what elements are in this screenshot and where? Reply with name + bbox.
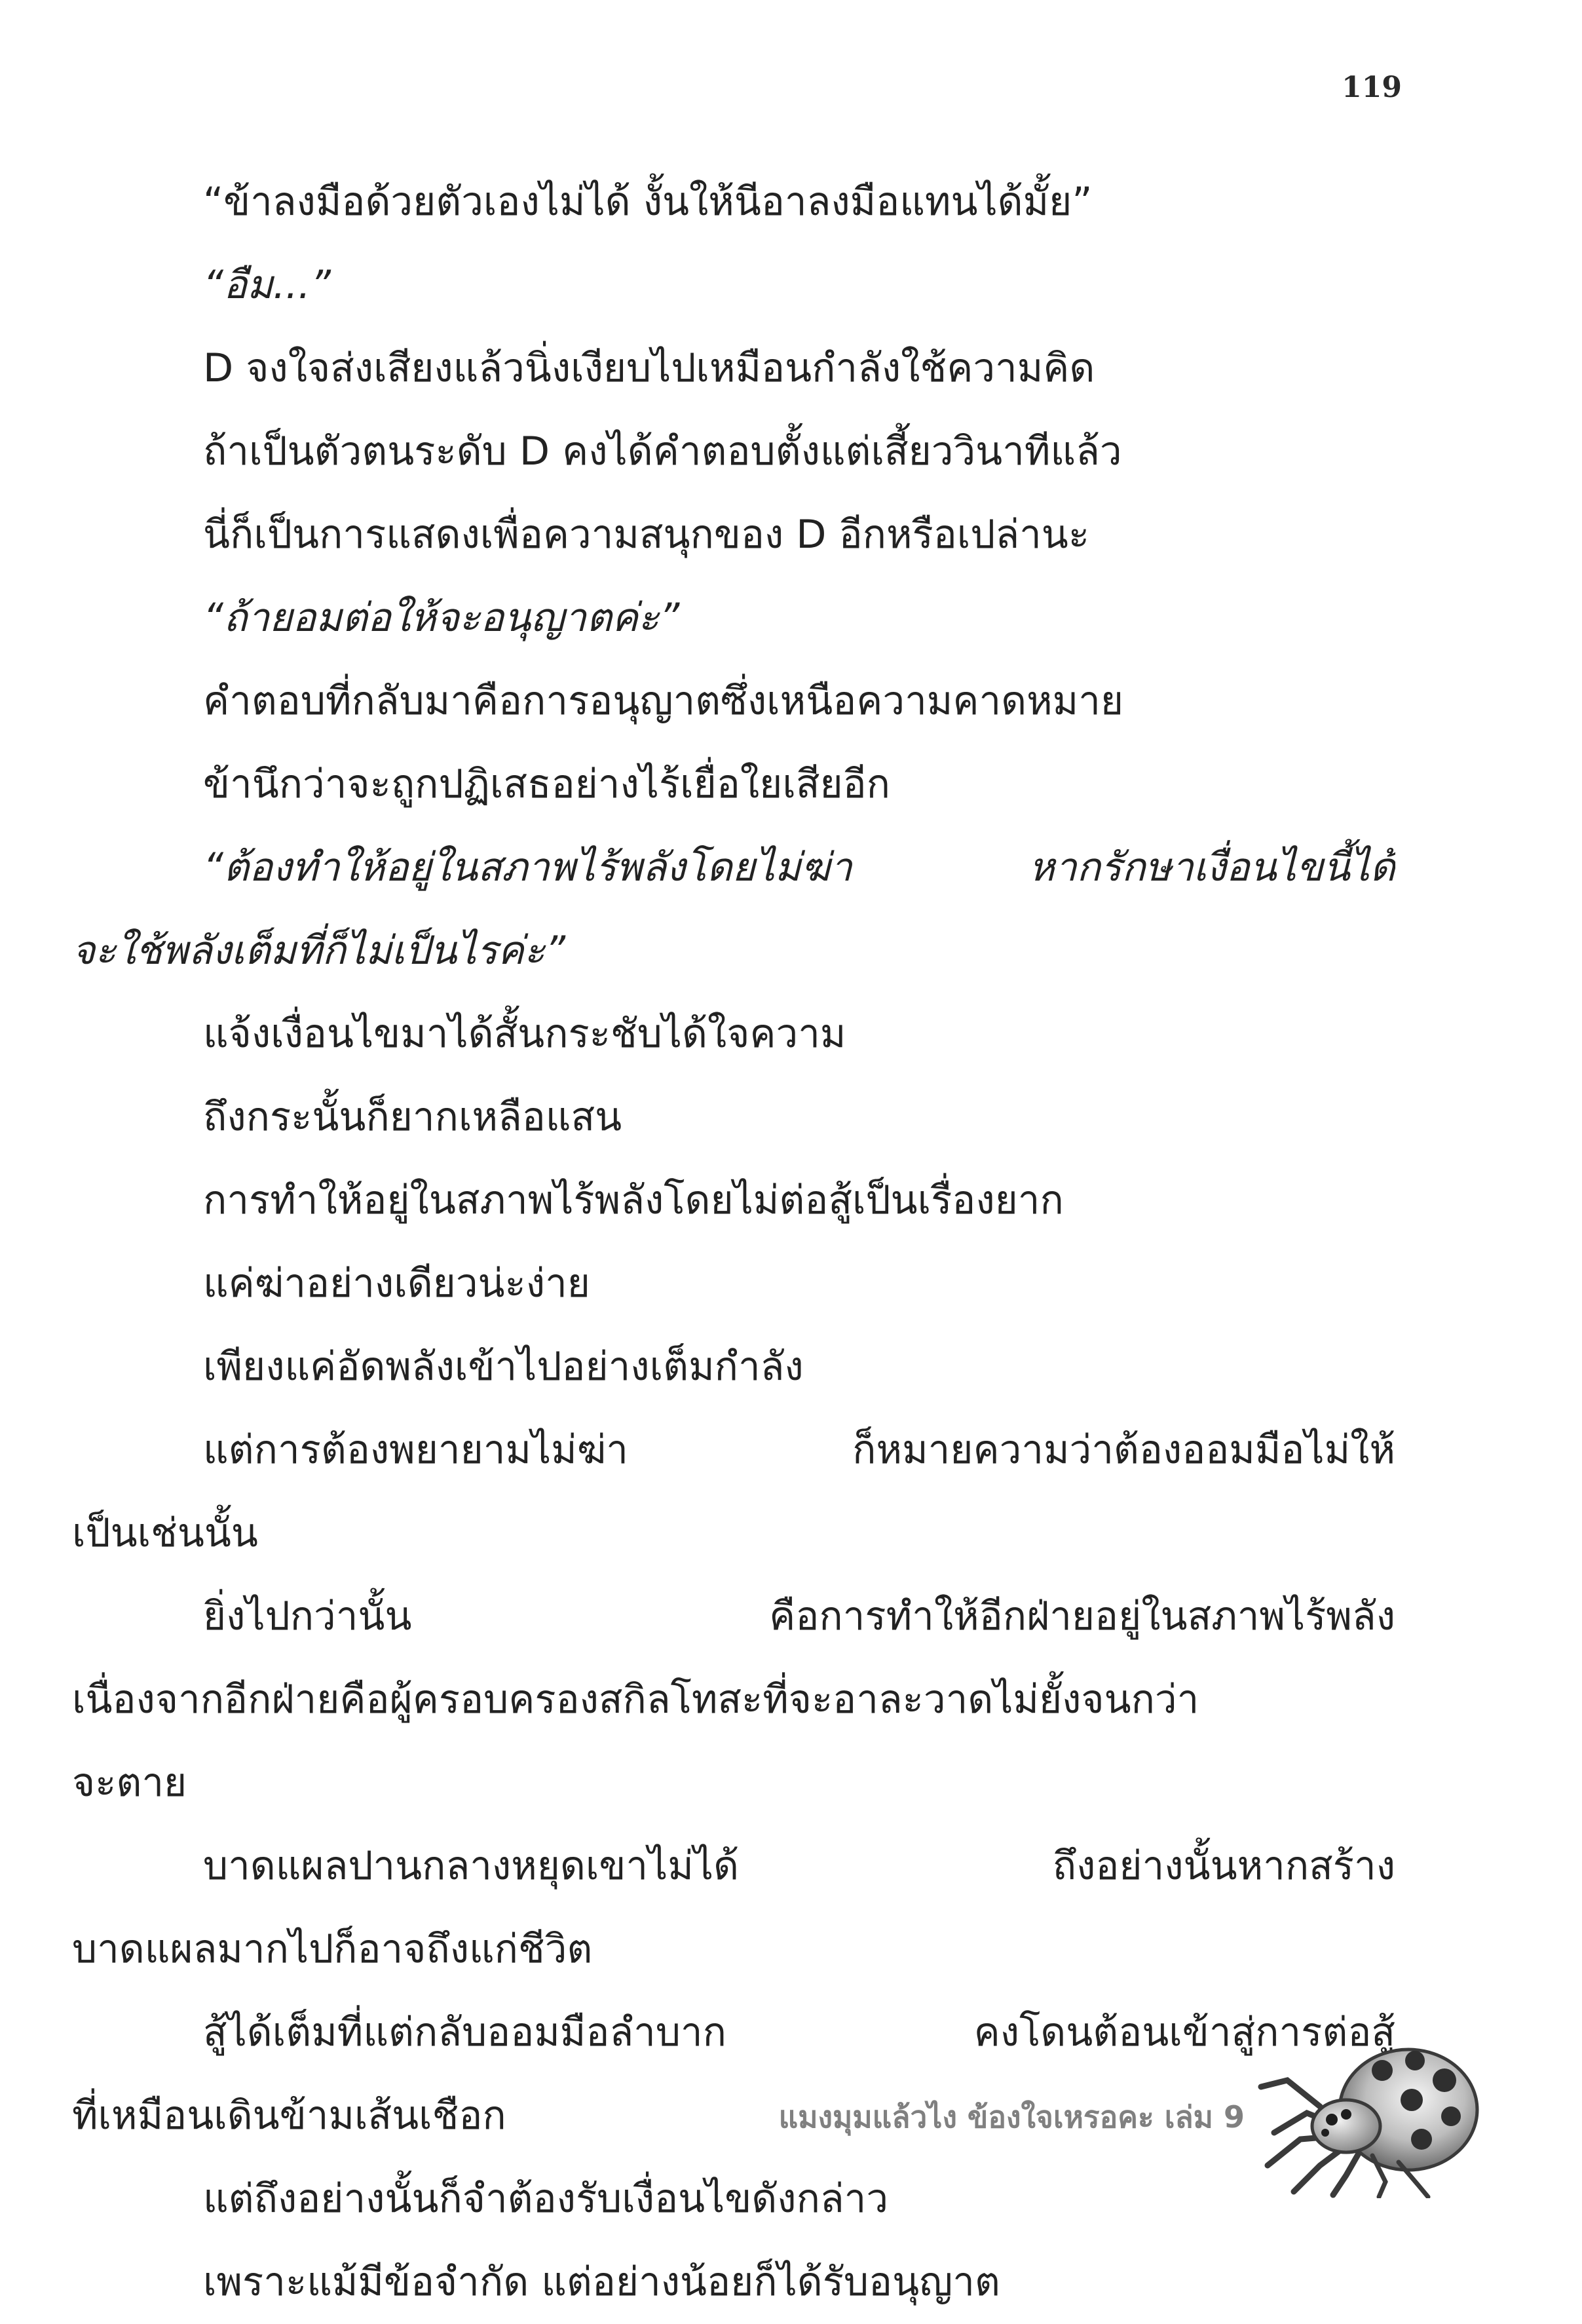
text-line: แต่การต้องพยายามไม่ฆ่า ก็หมายความว่าต้องออมมือไม่ให้ — [203, 1427, 1395, 1473]
text-line: แจ้งเงื่อนไขมาได้สั้นกระชับได้ใจความ — [203, 1011, 846, 1057]
text-line: เพียงแค่อัดพลังเข้าไปอย่างเต็มกำลัง — [203, 1344, 804, 1390]
text-line: แค่ฆ่าอย่างเดียวน่ะง่าย — [203, 1261, 590, 1306]
text-line: นี่ก็เป็นการแสดงเพื่อความสนุกของ D อีกหรือเปล่านะ — [203, 512, 1090, 558]
text-line: D จงใจส่งเสียงแล้วนิ่งเงียบไปเหมือนกำลังใช้ความคิด — [203, 345, 1095, 391]
text-line: ข้านึกว่าจะถูกปฏิเสธอย่างไร้เยื่อใยเสียอีก — [203, 761, 890, 807]
text-line: ถึงกระนั้นก็ยากเหลือแสน — [203, 1094, 622, 1140]
text-line: สู้ได้เต็มที่แต่กลับออมมือลำบาก คงโดนต้อนเข้าสู่การต่อสู้ — [203, 2010, 1395, 2055]
page-number: 119 — [1342, 71, 1402, 104]
text-line: บาดแผลปานกลางหยุดเขาไม่ได้ ถึงอย่างนั้นหากสร้าง — [203, 1843, 1395, 1889]
text-line-dialogue: “ถ้ายอมต่อให้จะอนุญาตค่ะ” — [203, 595, 680, 641]
text-line-continuation: จะตาย — [72, 1760, 187, 1806]
text-line-dialogue-continuation: จะใช้พลังเต็มที่ก็ไม่เป็นไรค่ะ” — [72, 928, 566, 974]
text-line-continuation: ที่เหมือนเดินข้ามเส้นเชือก — [72, 2093, 506, 2139]
text-line: การทำให้อยู่ในสภาพไร้พลังโดยไม่ต่อสู้เป็นเรื่องยาก — [203, 1177, 1064, 1223]
text-line-dialogue: “ต้องทำให้อยู่ในสภาพไร้พลังโดยไม่ฆ่า หากรักษาเงื่อนไขนี้ได้ — [203, 845, 1395, 890]
text-line-continuation: เป็นเช่นนั้น — [72, 1510, 258, 1556]
text-line: เพราะแม้มีข้อจำกัด แต่อย่างน้อยก็ได้รับอนุญาต — [203, 2259, 1000, 2305]
text-line: ยิ่งไปกว่านั้น คือการทำให้อีกฝ่ายอยู่ในสภาพไร้พลัง — [203, 1593, 1395, 1639]
text-line: “ข้าลงมือด้วยตัวเองไม่ได้ งั้นให้นีอาลงมือแทนได้มั้ย” — [203, 179, 1093, 225]
text-line: ถ้าเป็นตัวตนระดับ D คงได้คำตอบตั้งแต่เสี้ยววินาทีแล้ว — [203, 429, 1122, 474]
text-line: คำตอบที่กลับมาคือการอนุญาตซึ่งเหนือความคาดหมาย — [203, 678, 1124, 724]
running-footer-title: แมงมุมแล้วไง ข้องใจเหรอคะ เล่ม 9 — [778, 2099, 1245, 2135]
spider-mascot-icon — [1248, 2034, 1484, 2198]
text-line-continuation: บาดแผลมากไปก็อาจถึงแก่ชีวิต — [72, 1926, 593, 1972]
text-line-dialogue: “อืม...” — [203, 262, 331, 308]
body-text — [72, 161, 1395, 2324]
text-line-continuation: เนื่องจากอีกฝ่ายคือผู้ครอบครองสกิลโทสะที่จะอาละวาดไม่ยั้งจนกว่า — [72, 1677, 1199, 1723]
text-line: แต่ถึงอย่างนั้นก็จำต้องรับเงื่อนไขดังกล่าว — [203, 2176, 889, 2222]
